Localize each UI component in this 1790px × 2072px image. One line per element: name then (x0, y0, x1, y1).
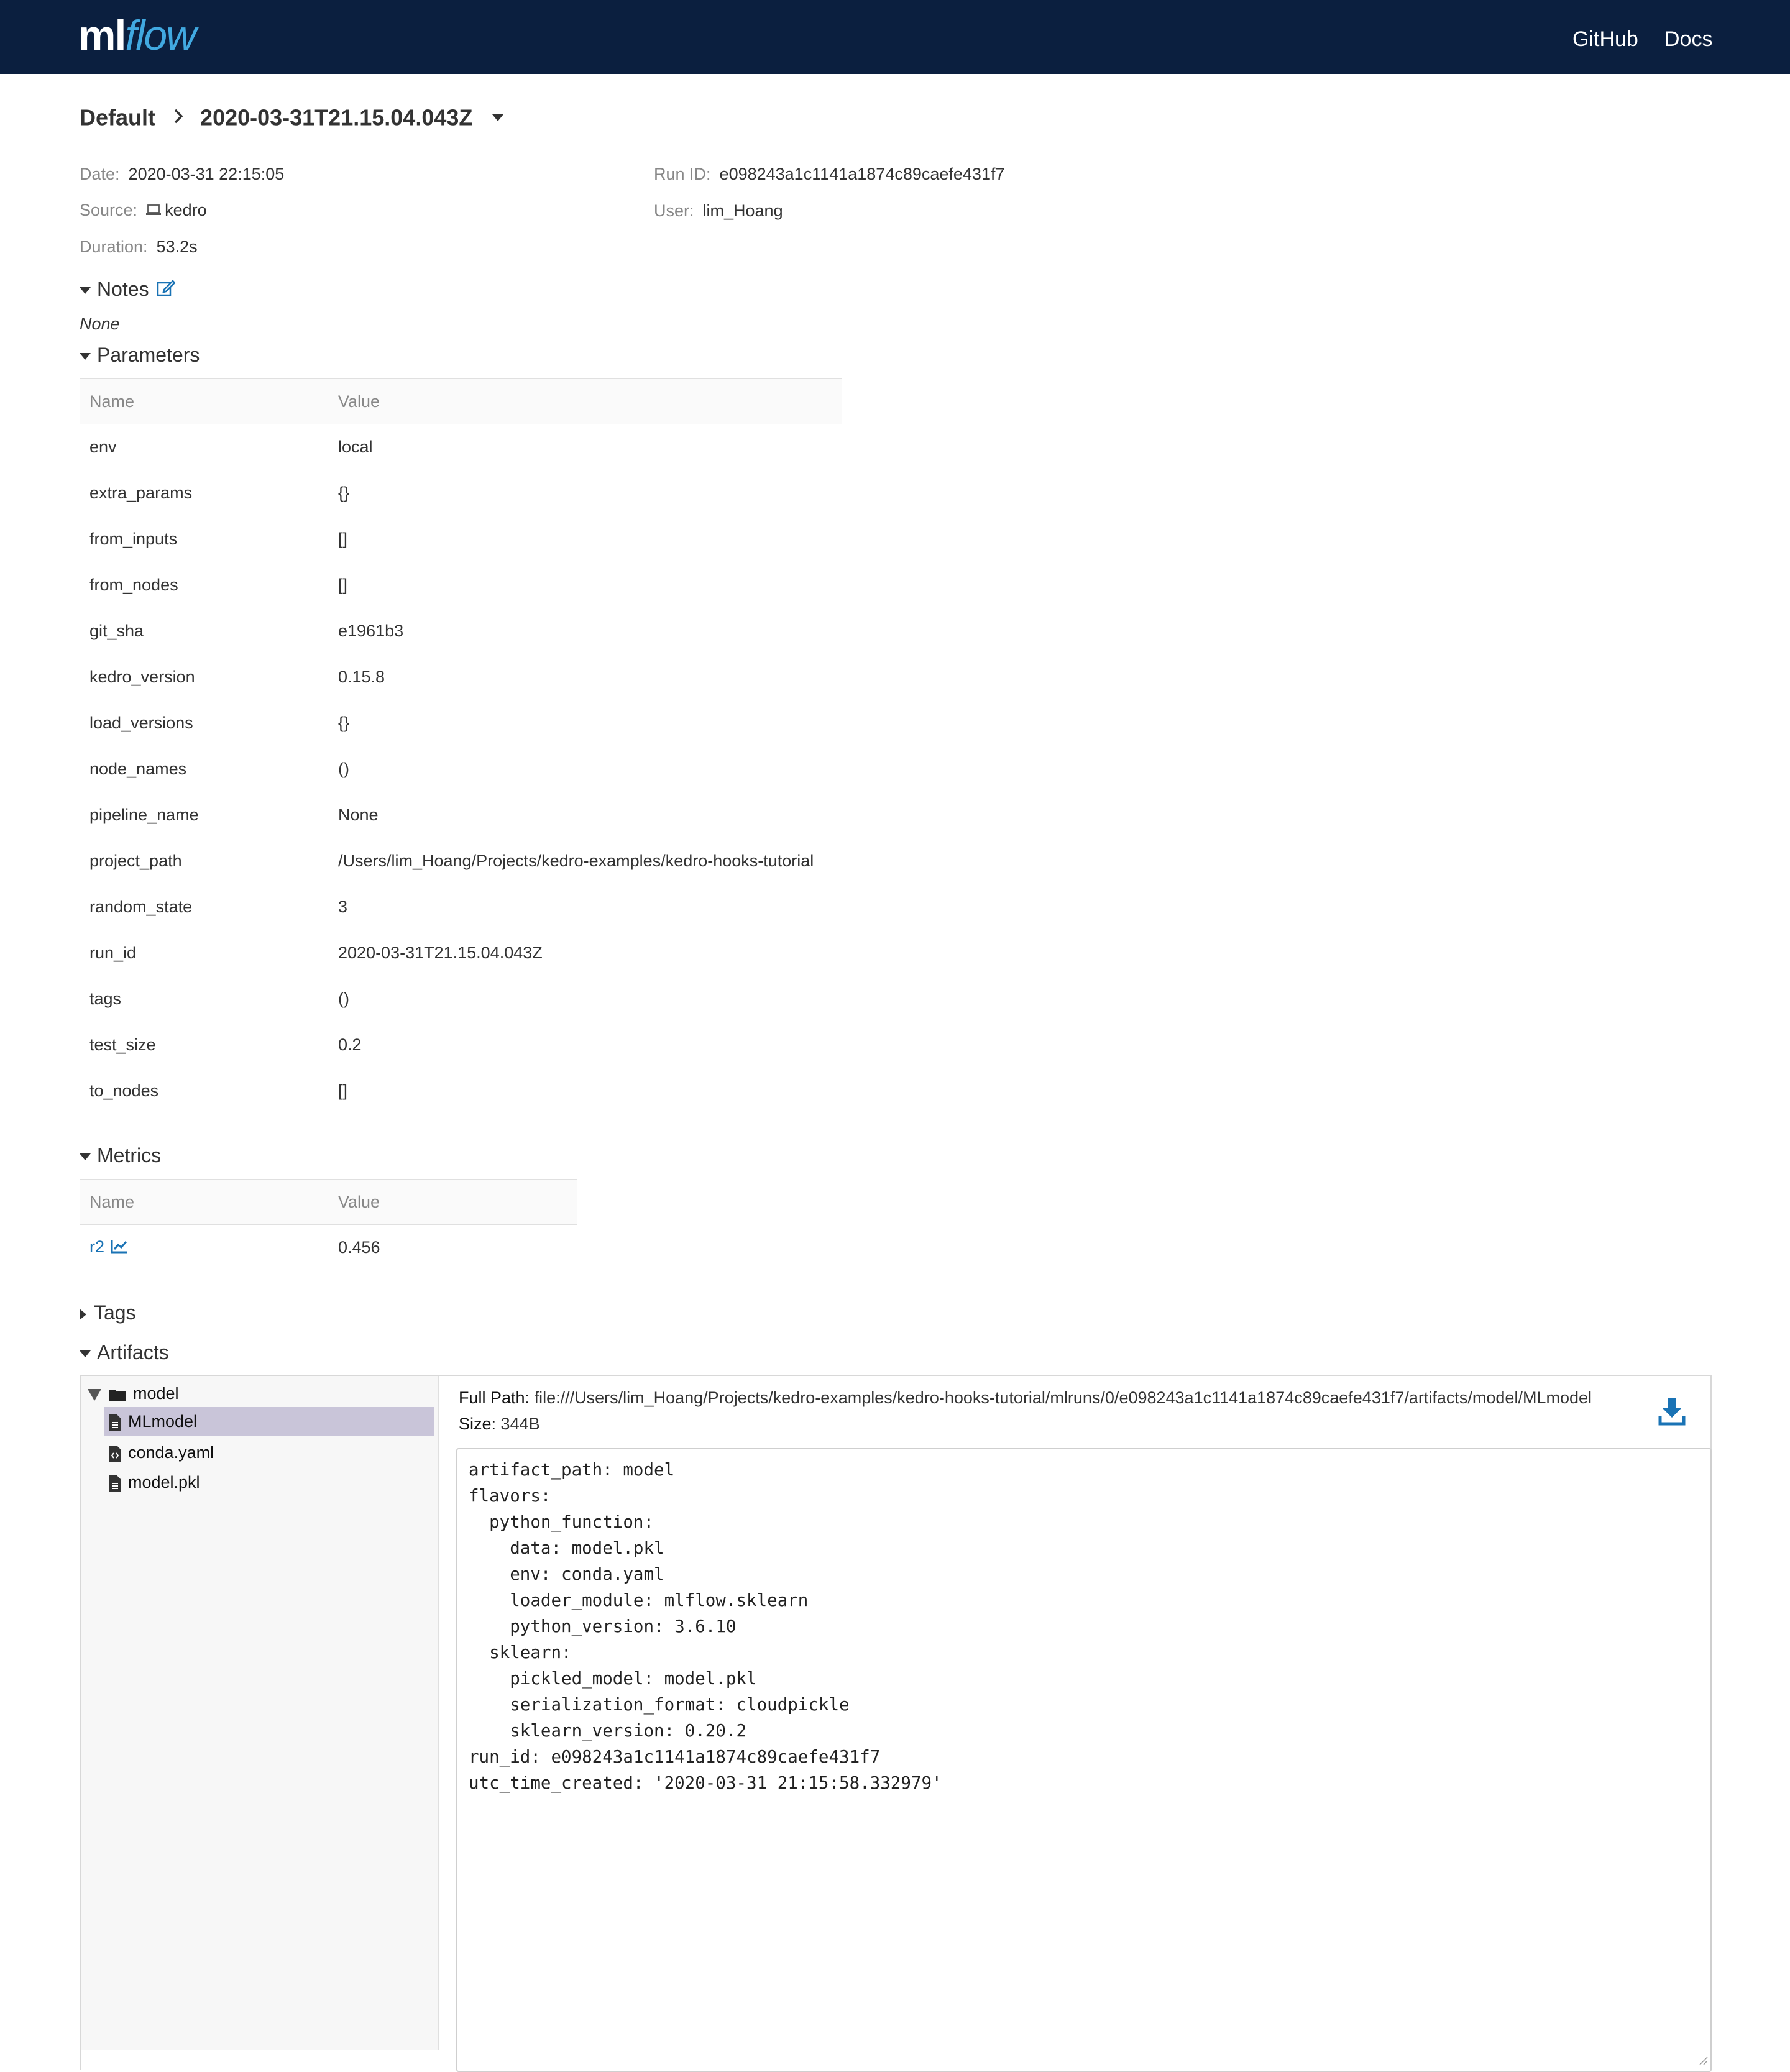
column-header-value[interactable]: Value (328, 379, 842, 424)
table-row (80, 654, 842, 700)
metric-value-cell: 0.456 (338, 1238, 380, 1257)
resize-grip-icon[interactable] (1698, 2055, 1708, 2068)
table-row (80, 562, 842, 608)
param-value-cell: local (328, 424, 842, 470)
breadcrumb-run-name: 2020-03-31T21.15.04.043Z (200, 104, 473, 131)
table-row (80, 838, 842, 884)
param-name-cell: env (80, 424, 328, 470)
tree-item-model-pkl[interactable]: model.pkl (104, 1468, 200, 1497)
artifact-tree (81, 1376, 439, 2050)
collapse-caret-icon (80, 1153, 91, 1160)
column-header-value[interactable]: Value (328, 1180, 577, 1225)
meta-date: Date: 2020-03-31 22:15:05 (80, 165, 285, 183)
column-header-name[interactable]: Name (80, 379, 328, 424)
tree-item-conda-yaml[interactable]: conda.yaml (104, 1438, 214, 1467)
tree-item-mlmodel[interactable]: MLmodel (104, 1407, 434, 1436)
tags-section-header[interactable]: Tags (80, 1301, 136, 1324)
table-row (80, 424, 842, 470)
param-name-cell: tags (80, 976, 328, 1022)
meta-user: User: lim_Hoang (654, 201, 783, 220)
param-name-cell: test_size (80, 1022, 328, 1068)
expand-caret-icon (80, 1309, 86, 1320)
param-value-cell: [] (328, 516, 842, 562)
param-name-cell: load_versions (80, 700, 328, 746)
collapse-caret-icon (80, 1350, 91, 1357)
metric-link-r2[interactable]: r2 (90, 1237, 105, 1257)
artifact-full-path: Full Path: file:///Users/lim_Hoang/Projects/kedro-examples/kedro-hooks-tutorial/mlruns/0/e098243a1c1141a1874c89caefe431f7/artifacts/model/MLmodel (459, 1388, 1592, 1407)
breadcrumb (80, 103, 503, 131)
param-value-cell: 0.2 (328, 1022, 842, 1068)
metrics-table (80, 1179, 577, 1270)
table-row (80, 470, 842, 516)
artifacts-panel (80, 1375, 1712, 2070)
param-value-cell: e1961b3 (328, 608, 842, 654)
artifacts-section-header[interactable]: Artifacts (80, 1341, 169, 1364)
tree-item-model-folder[interactable]: model (87, 1381, 179, 1406)
param-name-cell: node_names (80, 746, 328, 792)
table-row (80, 516, 842, 562)
param-value-cell: [] (328, 1068, 842, 1114)
table-row (80, 930, 842, 976)
docs-link[interactable]: Docs (1664, 27, 1713, 51)
table-row (80, 976, 842, 1022)
parameters-rows (80, 424, 842, 1114)
param-name-cell: extra_params (80, 470, 328, 516)
edit-icon[interactable] (157, 279, 175, 303)
artifact-size: Size: 344B (459, 1414, 540, 1433)
meta-source: Source: kedro (80, 201, 207, 221)
param-name-cell: pipeline_name (80, 792, 328, 838)
param-value-cell: 2020-03-31T21.15.04.043Z (328, 930, 842, 976)
collapse-caret-icon (80, 353, 91, 360)
line-chart-icon[interactable] (111, 1239, 128, 1258)
param-value-cell: 0.15.8 (328, 654, 842, 700)
laptop-icon (146, 201, 161, 221)
parameters-section-header[interactable]: Parameters (80, 344, 200, 367)
file-icon (108, 1414, 122, 1431)
table-row (80, 1068, 842, 1114)
tree-expanded-triangle-icon[interactable] (87, 1387, 102, 1402)
github-link[interactable]: GitHub (1572, 27, 1638, 51)
top-navbar (0, 0, 1790, 74)
param-name-cell: run_id (80, 930, 328, 976)
param-value-cell: None (328, 792, 842, 838)
param-value-cell: 3 (328, 884, 842, 930)
folder-icon (108, 1387, 127, 1402)
table-row (80, 746, 842, 792)
table-row (80, 884, 842, 930)
metric-name-cell (80, 1225, 328, 1271)
artifact-info (459, 1388, 1592, 1434)
param-name-cell: to_nodes (80, 1068, 328, 1114)
notes-section-header[interactable]: Notes (80, 278, 175, 303)
table-header-row (80, 379, 842, 424)
table-header-row (80, 1180, 577, 1225)
table-row (80, 1022, 842, 1068)
param-name-cell: project_path (80, 838, 328, 884)
run-dropdown-caret-icon[interactable] (492, 114, 503, 121)
param-value-cell: {} (328, 700, 842, 746)
artifact-content: artifact_path: model flavors: python_function: data: model.pkl env: conda.yaml loader_module: mlflow.sklearn python_version: 3.6.10 sklearn: pickled_model: model.pkl serialization_format: cloudpickle sklearn_version: 0.20.2 run_id: e098243a1c1141a1874c89caefe431f7 utc_time_created: '2020-03-31 21:15:58.332979' (469, 1460, 942, 1793)
param-name-cell: random_state (80, 884, 328, 930)
code-file-icon (108, 1445, 122, 1462)
meta-run-id: Run ID: e098243a1c1141a1874c89caefe431f7 (654, 165, 1005, 183)
file-icon (108, 1475, 122, 1492)
chevron-right-icon (173, 104, 184, 131)
param-value-cell: /Users/lim_Hoang/Projects/kedro-examples/kedro-hooks-tutorial (328, 838, 842, 884)
param-value-cell: () (328, 976, 842, 1022)
param-name-cell: from_inputs (80, 516, 328, 562)
param-name-cell: kedro_version (80, 654, 328, 700)
param-value-cell: {} (328, 470, 842, 516)
table-row (80, 700, 842, 746)
mlflow-logo[interactable]: mlflow (78, 12, 196, 59)
table-row (80, 792, 842, 838)
table-row (80, 608, 842, 654)
parameters-table (80, 378, 842, 1114)
notes-content: None (80, 314, 120, 333)
param-value-cell: [] (328, 562, 842, 608)
param-value-cell: () (328, 746, 842, 792)
column-header-name[interactable]: Name (80, 1180, 328, 1225)
breadcrumb-experiment[interactable]: Default (80, 104, 156, 131)
metrics-section-header[interactable]: Metrics (80, 1144, 161, 1167)
collapse-caret-icon (80, 287, 91, 294)
param-name-cell: from_nodes (80, 562, 328, 608)
param-name-cell: git_sha (80, 608, 328, 654)
table-row (80, 1225, 577, 1271)
meta-duration: Duration: 53.2s (80, 237, 198, 256)
artifact-text-viewer[interactable] (456, 1448, 1712, 2072)
download-icon[interactable] (1658, 1397, 1686, 1429)
